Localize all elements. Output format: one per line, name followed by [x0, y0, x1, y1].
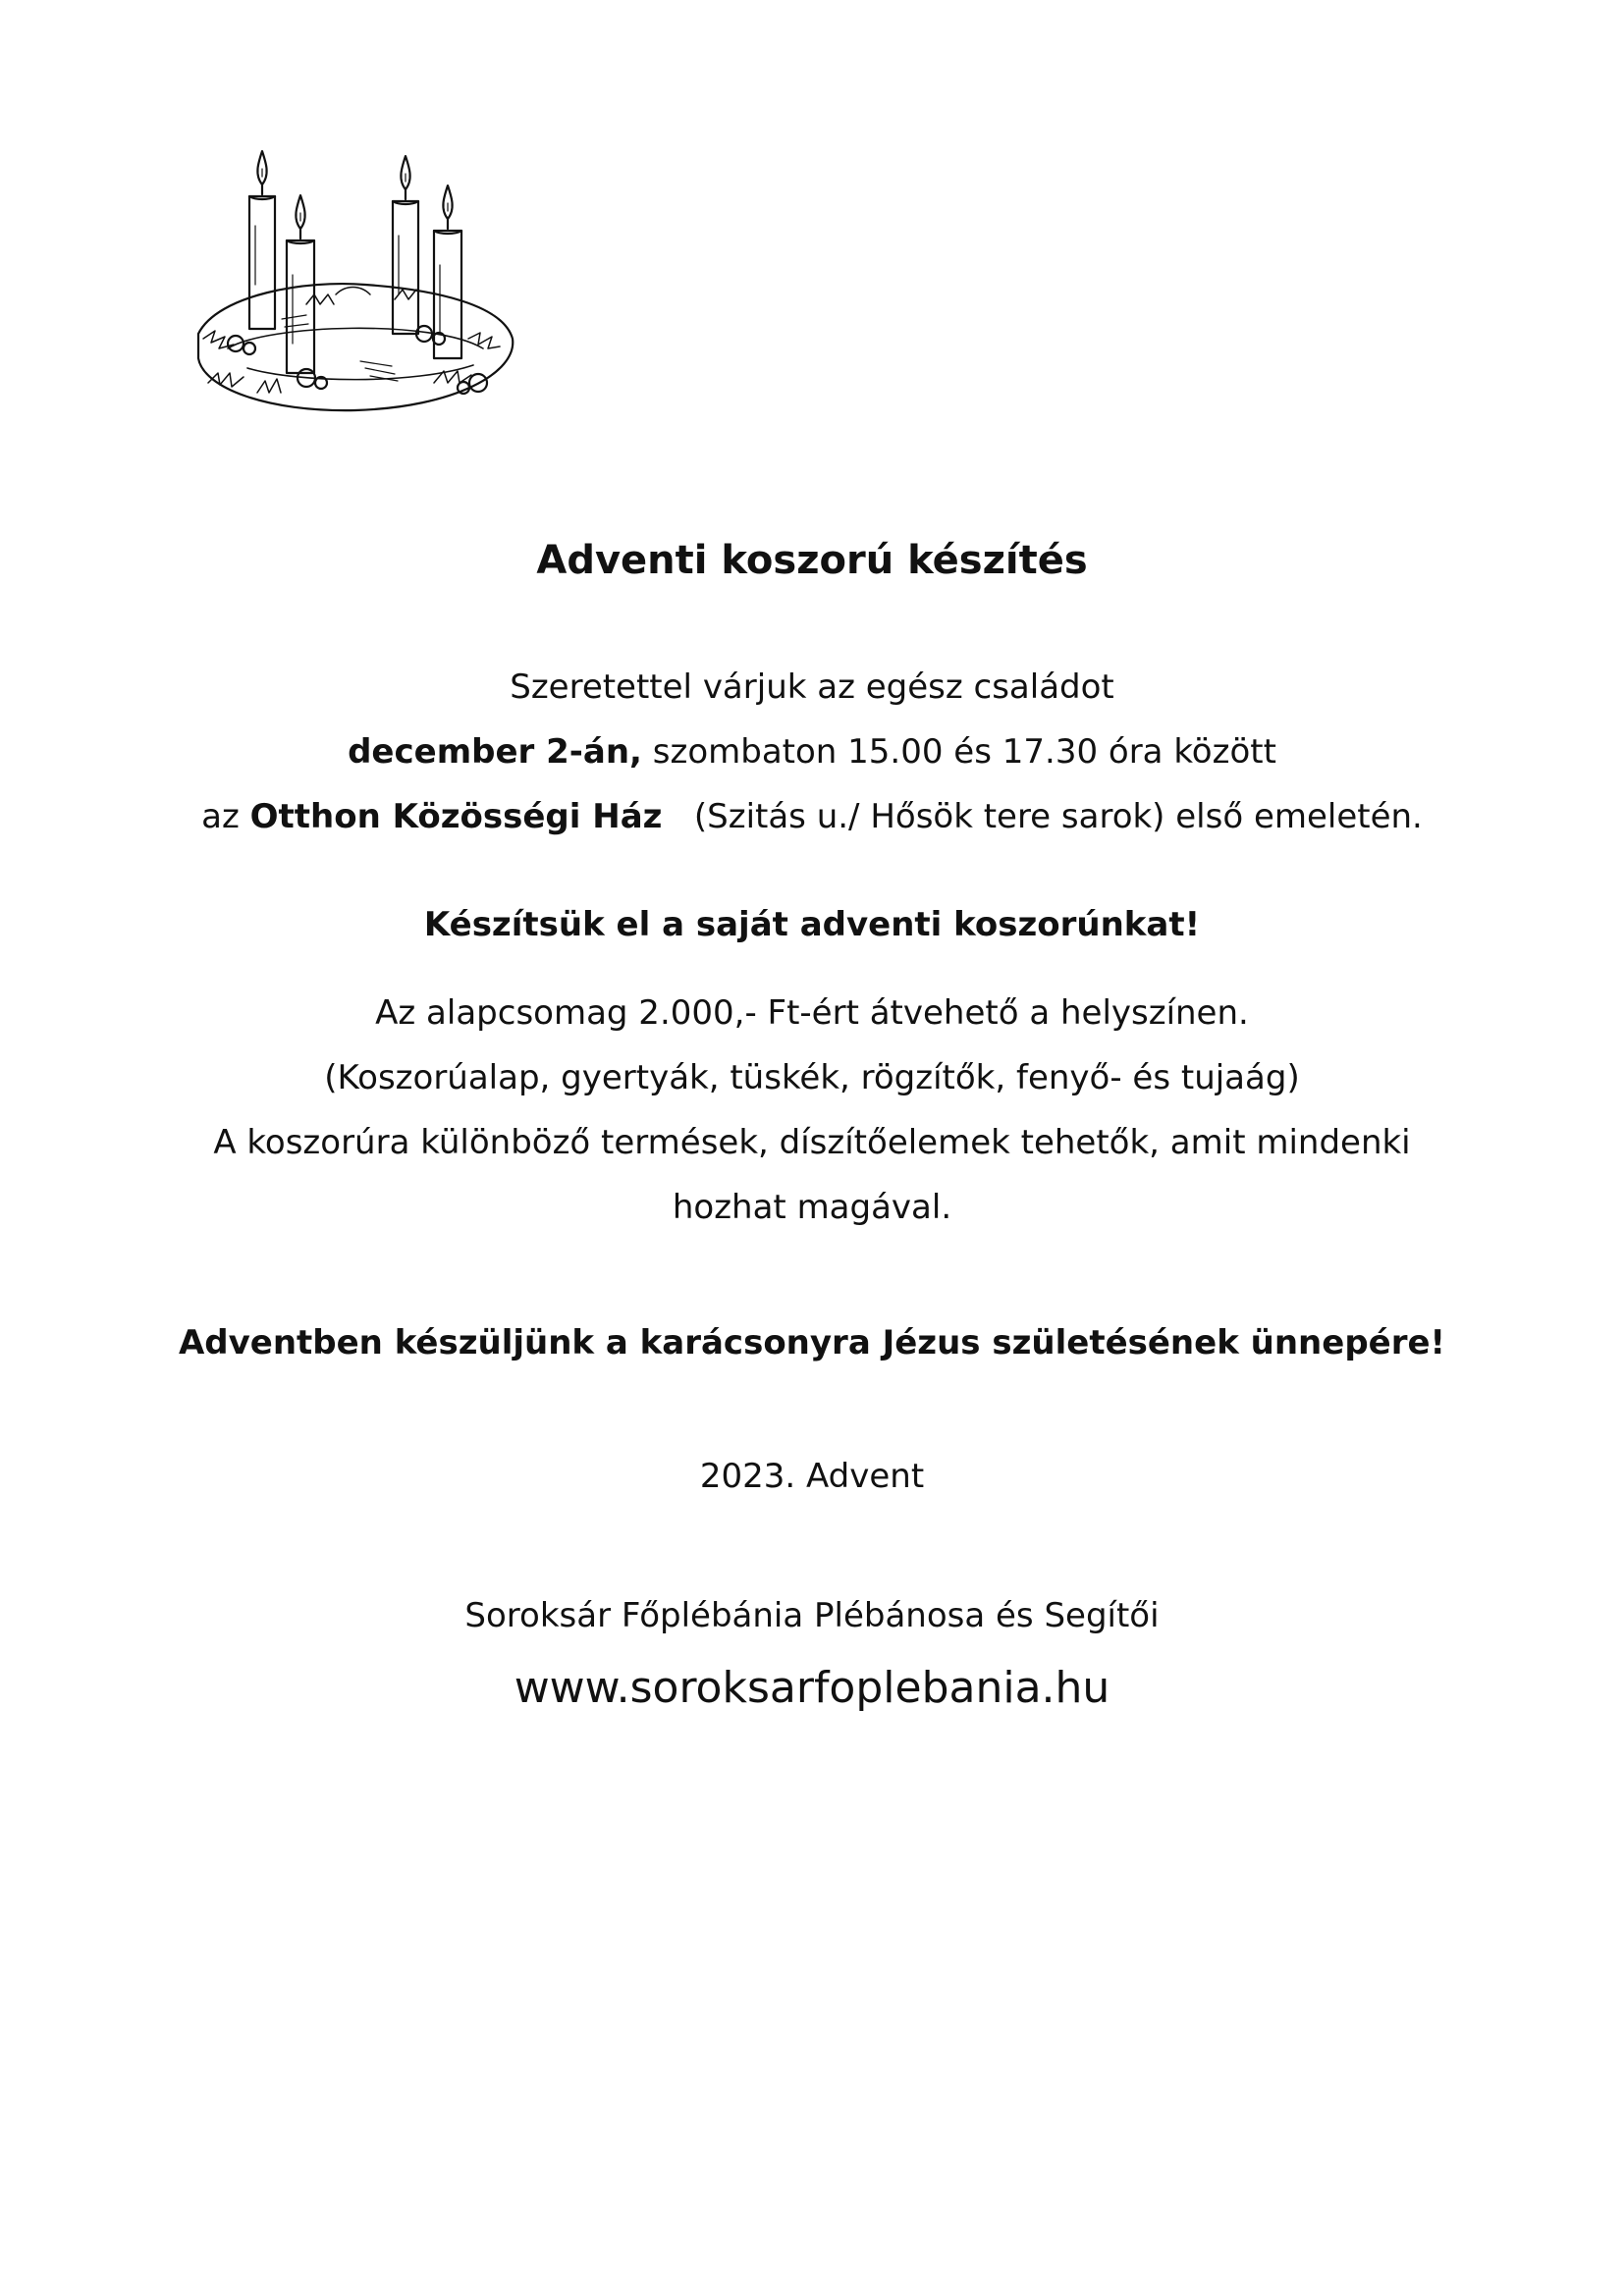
advent-wreath-icon — [189, 147, 522, 417]
venue-line — [118, 795, 1506, 838]
venue-prefix: az — [201, 797, 250, 836]
package-price: Az alapcsomag 2.000,- Ft-ért átvehető a helyszínen. — [375, 993, 1249, 1033]
date-line — [118, 730, 1506, 774]
event-time: szombaton 15.00 és 17.30 óra között — [641, 732, 1276, 772]
advent-message: Adventben készüljünk a karácsonyra Jézus születésének ünnepére! — [178, 1323, 1446, 1362]
package-note: A koszorúra különböző termések, díszítőelemek tehetők, amit mindenki — [213, 1123, 1411, 1162]
venue-address: (Szitás u./ Hősök tere sarok) első emeletén. — [662, 797, 1423, 836]
call-to-action: Készítsük el a saját adventi koszorúnkat! — [423, 905, 1201, 944]
page-title: Adventi koszorú készítés — [536, 538, 1088, 583]
package-note-continued: hozhat magával. — [672, 1188, 952, 1227]
venue-name: Otthon Közösségi Ház — [249, 797, 663, 836]
package-contents: (Koszorúalap, gyertyák, tüskék, rögzítők, fenyő- és tujaág) — [324, 1058, 1300, 1097]
signature: Soroksár Főplébánia Plébánosa és Segítői — [464, 1596, 1160, 1635]
date-footer: 2023. Advent — [699, 1457, 925, 1496]
event-date: december 2-án, — [348, 732, 642, 772]
invitation-line: Szeretettel várjuk az egész családot — [510, 667, 1114, 707]
website-link[interactable]: www.soroksarfoplebania.hu — [514, 1663, 1110, 1713]
